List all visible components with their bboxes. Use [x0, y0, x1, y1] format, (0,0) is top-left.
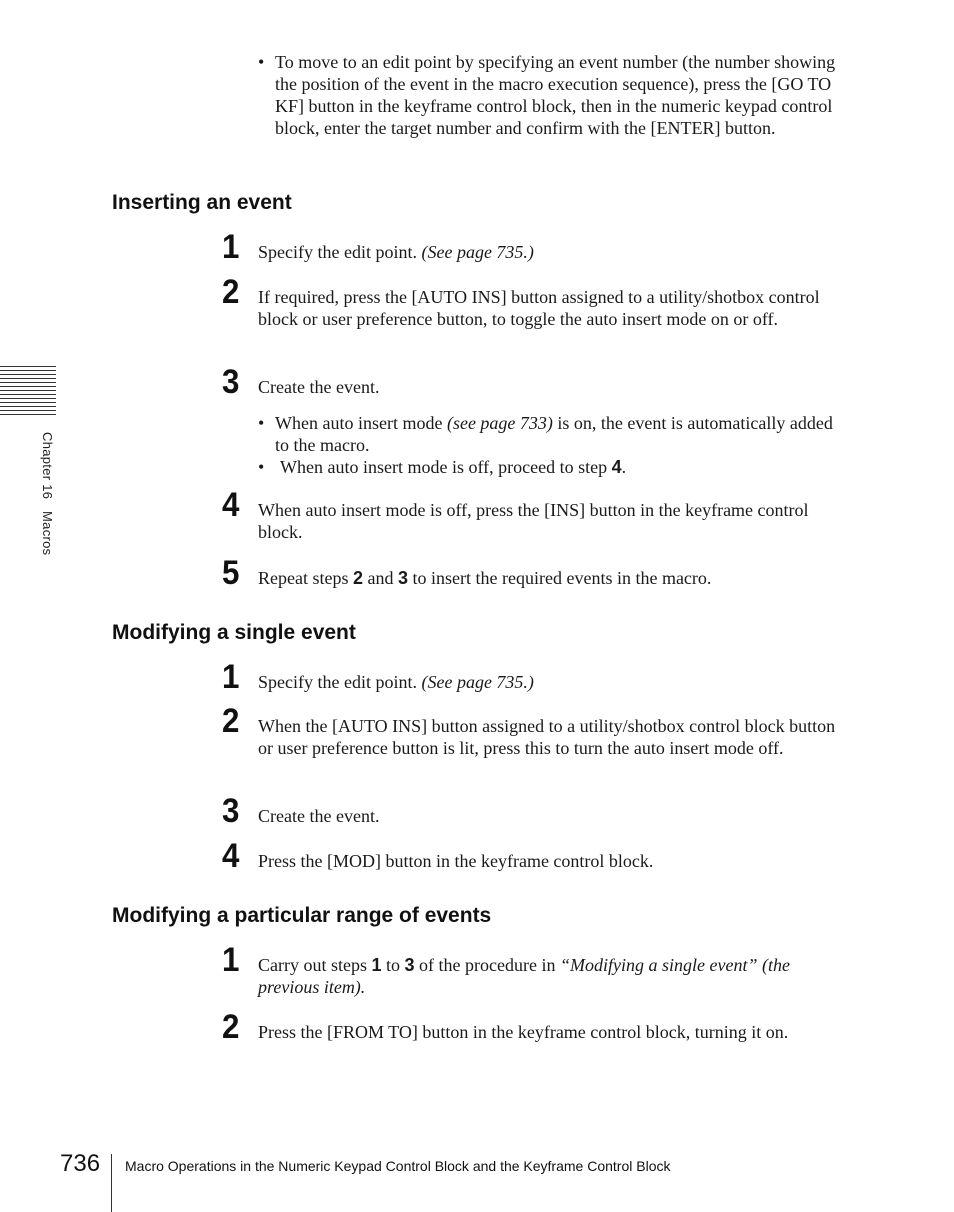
footer-title: Macro Operations in the Numeric Keypad Control Block and the Keyframe Control Block	[125, 1158, 671, 1174]
footer-divider	[111, 1154, 112, 1212]
step-text: Press the [FROM TO] button in the keyframe control block, turning it on.	[258, 1022, 789, 1042]
bullet-marker: •	[258, 52, 265, 72]
step-text: When auto insert mode is off, press the [INS] button in the keyframe control block.	[258, 500, 809, 542]
bullet-marker: •	[258, 457, 265, 477]
step-number: 1	[222, 941, 240, 979]
step-text: Specify the edit point. (See page 735.)	[258, 242, 534, 262]
step-text: If required, press the [AUTO INS] button assigned to a utility/shotbox control block or user preference button, to toggle the auto insert mode on or off.	[258, 287, 820, 329]
step-number: 1	[222, 228, 240, 266]
step-text: Create the event.	[258, 377, 380, 397]
cross-reference: “Modifying a single event” (the previous item).	[258, 955, 790, 997]
heading-modifying-range-of-events: Modifying a particular range of events	[112, 904, 492, 927]
step-text: Press the [MOD] button in the keyframe control block.	[258, 851, 654, 871]
step-number: 2	[222, 1008, 240, 1046]
page-reference: (See page 735.)	[421, 242, 534, 262]
bullet-marker: •	[258, 413, 265, 433]
chapter-tab-marker	[0, 366, 56, 416]
step-number: 4	[222, 486, 240, 524]
step-text: Specify the edit point. (See page 735.)	[258, 672, 534, 692]
step-text: Carry out steps 1 to 3 of the procedure in “Modifying a single event” (the previous item).	[258, 955, 790, 997]
step-number: 2	[222, 702, 240, 740]
step-number: 1	[222, 658, 240, 696]
intro-bullet	[258, 51, 848, 139]
step-reference: 2	[352, 568, 363, 588]
intro-bullet-text: To move to an edit point by specifying an event number (the number showing the position of the event in the macro execution sequence), press the [GO TO KF] button in the keyframe control block, then in the numeric keypad control block, enter the target number and confirm with the [ENTER] button.	[275, 52, 836, 138]
step-reference: 3	[398, 568, 409, 588]
heading-modifying-single-event: Modifying a single event	[112, 621, 356, 644]
step-number: 4	[222, 837, 240, 875]
step-number: 3	[222, 363, 240, 401]
page-number: 736	[60, 1150, 101, 1177]
page-reference: (see page 733)	[446, 413, 553, 433]
step-bullet: • When auto insert mode is off, proceed to step 4.	[258, 457, 627, 477]
step-reference: 3	[404, 955, 415, 975]
page-reference: (See page 735.)	[421, 672, 534, 692]
chapter-side-label: Chapter 16 Macros	[40, 432, 55, 556]
step-text: Create the event.	[258, 806, 380, 826]
step-number: 3	[222, 792, 240, 830]
step-text: When the [AUTO INS] button assigned to a utility/shotbox control block button or user preference button is lit, press this to turn the auto insert mode off.	[258, 716, 836, 758]
step-bullet: • When auto insert mode (see page 733) is on, the event is automatically added to the macro.	[258, 413, 833, 455]
step-text: Repeat steps 2 and 3 to insert the required events in the macro.	[258, 568, 712, 588]
step-number: 5	[222, 554, 240, 592]
heading-inserting-an-event: Inserting an event	[112, 191, 292, 214]
step-reference: 4	[611, 457, 622, 477]
step-number: 2	[222, 273, 240, 311]
step-reference: 1	[371, 955, 382, 975]
